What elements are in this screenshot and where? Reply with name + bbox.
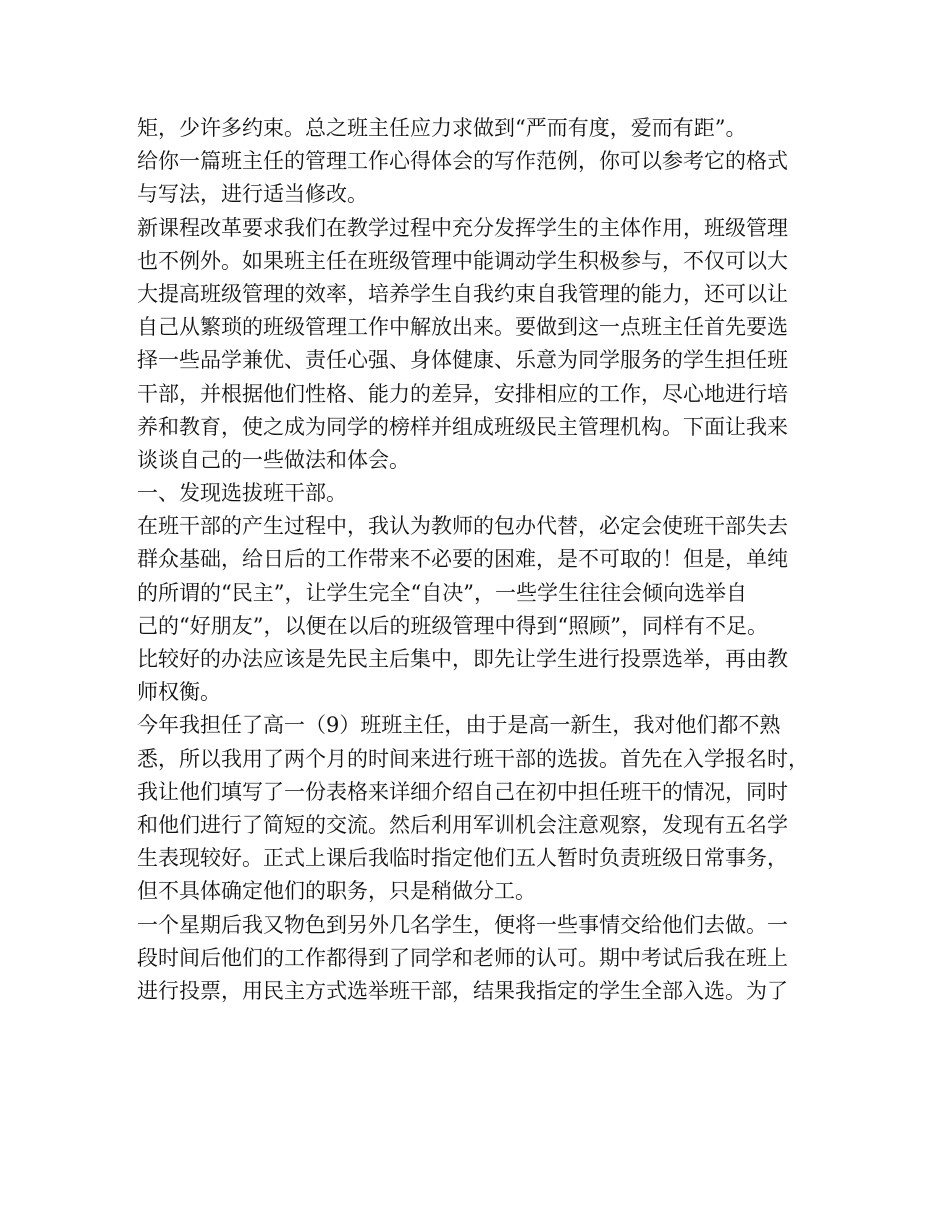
text-line: 新课程改革要求我们在教学过程中充分发挥学生的主体作用，班级管理 — [137, 215, 788, 240]
text-line: 在班干部的产生过程中，我认为教师的包办代替，必定会使班干部失去 — [137, 514, 788, 539]
text-line: 一个星期后我又物色到另外几名学生，便将一些事情交给他们去做。一 — [137, 912, 788, 937]
text-line: 与写法，进行适当修改。 — [137, 182, 368, 207]
text-line: 己的“好朋友”，以便在以后的班级管理中得到“照顾”，同样有不足。 — [137, 613, 768, 638]
text-line: 也不例外。如果班主任在班级管理中能调动学生积极参与，不仅可以大 — [137, 248, 788, 273]
text-line: 给你一篇班主任的管理工作心得体会的写作范例，你可以参考它的格式 — [137, 149, 788, 174]
text-line: 择一些品学兼优、责任心强、身体健康、乐意为同学服务的学生担任班 — [137, 348, 788, 373]
text-line: 进行投票，用民主方式选举班干部，结果我指定的学生全部入选。为了 — [137, 978, 788, 1003]
text-line: 但不具体确定他们的职务，只是稍做分工。 — [137, 879, 536, 904]
text-line: 群众基础，给日后的工作带来不必要的困难，是不可取的！但是，单纯 — [137, 547, 788, 572]
text-line: 和他们进行了简短的交流。然后利用军训机会注意观察，发现有五名学 — [137, 812, 788, 837]
document-body — [137, 112, 827, 1008]
text-line: 谈谈自己的一些做法和体会。 — [137, 447, 410, 472]
text-line: 干部，并根据他们性格、能力的差异，安排相应的工作，尽心地进行培 — [137, 381, 788, 406]
text-line: 悉，所以我用了两个月的时间来进行班干部的选拔。首先在入学报名时， — [137, 746, 809, 771]
text-line: 生表现较好。正式上课后我临时指定他们五人暂时负责班级日常事务， — [137, 846, 788, 871]
text-line: 师权衡。 — [137, 680, 221, 705]
text-line: 比较好的办法应该是先民主后集中，即先让学生进行投票选举，再由教 — [137, 647, 788, 671]
text-line: 养和教育，使之成为同学的榜样并组成班级民主管理机构。下面让我来 — [137, 414, 788, 439]
text-line: 大提高班级管理的效率，培养学生自我约束自我管理的能力，还可以让 — [137, 281, 788, 306]
text-line: 矩，少许多约束。总之班主任应力求做到“严而有度，爱而有距”。 — [137, 116, 747, 140]
text-line: 段时间后他们的工作都得到了同学和老师的认可。期中考试后我在班上 — [137, 945, 788, 970]
text-line: 今年我担任了高一（9）班班主任，由于是高一新生，我对他们都不熟 — [137, 713, 781, 738]
section-heading: 一、发现选拔班干部。 — [137, 481, 347, 506]
text-line: 我让他们填写了一份表格来详细介绍自己在初中担任班干的情况，同时 — [137, 779, 788, 804]
text-line: 自己从繁琐的班级管理工作中解放出来。要做到这一点班主任首先要选 — [137, 315, 788, 340]
text-line: 的所谓的“民主”，让学生完全“自决”，一些学生往往会倾向选举自 — [137, 580, 747, 605]
